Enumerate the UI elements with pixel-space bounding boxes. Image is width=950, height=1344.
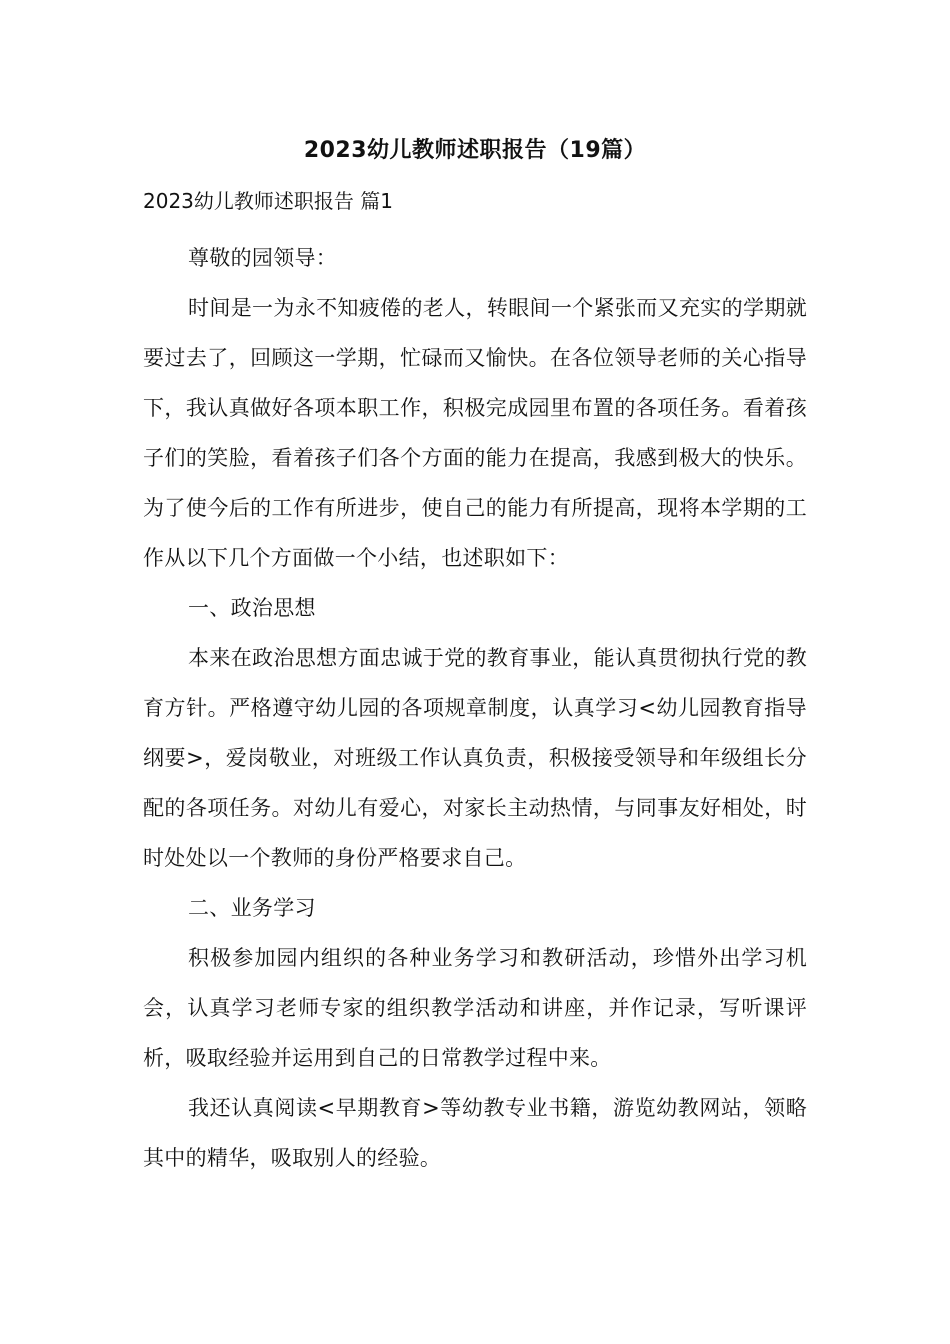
intro-paragraph: 时间是一为永不知疲倦的老人，转眼间一个紧张而又充实的学期就要过去了，回顾这一学期，忙碌而又愉快。在各位领导老师的关心指导下，我认真做好各项本职工作，积极完成园里布置的各项任务。看着孩子们的笑脸，看着孩子们各个方面的能力在提高，我感到极大的快乐。为了使今后的工作有所进步，使自己的能力有所提高，现将本学期的工作从以下几个方面做一个小结，也述职如下： bbox=[143, 296, 807, 570]
reading-paragraph: 我还认真阅读<早期教育>等幼教专业书籍，游览幼教网站，领略其中的精华，吸取别人的经验。 bbox=[143, 1096, 807, 1170]
section-heading-politics: 一、政治思想 bbox=[188, 596, 316, 620]
salutation-paragraph: 尊敬的园领导： bbox=[188, 246, 338, 270]
politics-paragraph: 本来在政治思想方面忠诚于党的教育事业，能认真贯彻执行党的教育方针。严格遵守幼儿园的各项规章制度，认真学习<幼儿园教育指导纲要>，爱岗敬业，对班级工作认真负责，积极接受领导和年级组长分配的各项任务。对幼儿有爱心，对家长主动热情，与同事友好相处，时时处处以一个教师的身份严格要求自己。 bbox=[143, 646, 807, 870]
document-title: 2023幼儿教师述职报告（19篇） bbox=[303, 138, 647, 163]
study-paragraph: 积极参加园内组织的各种业务学习和教研活动，珍惜外出学习机会，认真学习老师专家的组织教学活动和讲座，并作记录，写听课评析，吸取经验并运用到自己的日常教学过程中来。 bbox=[143, 946, 807, 1070]
document-body bbox=[143, 233, 807, 1183]
section-subheading: 2023幼儿教师述职报告 篇1 bbox=[143, 189, 393, 213]
section-heading-study: 二、业务学习 bbox=[188, 896, 316, 920]
